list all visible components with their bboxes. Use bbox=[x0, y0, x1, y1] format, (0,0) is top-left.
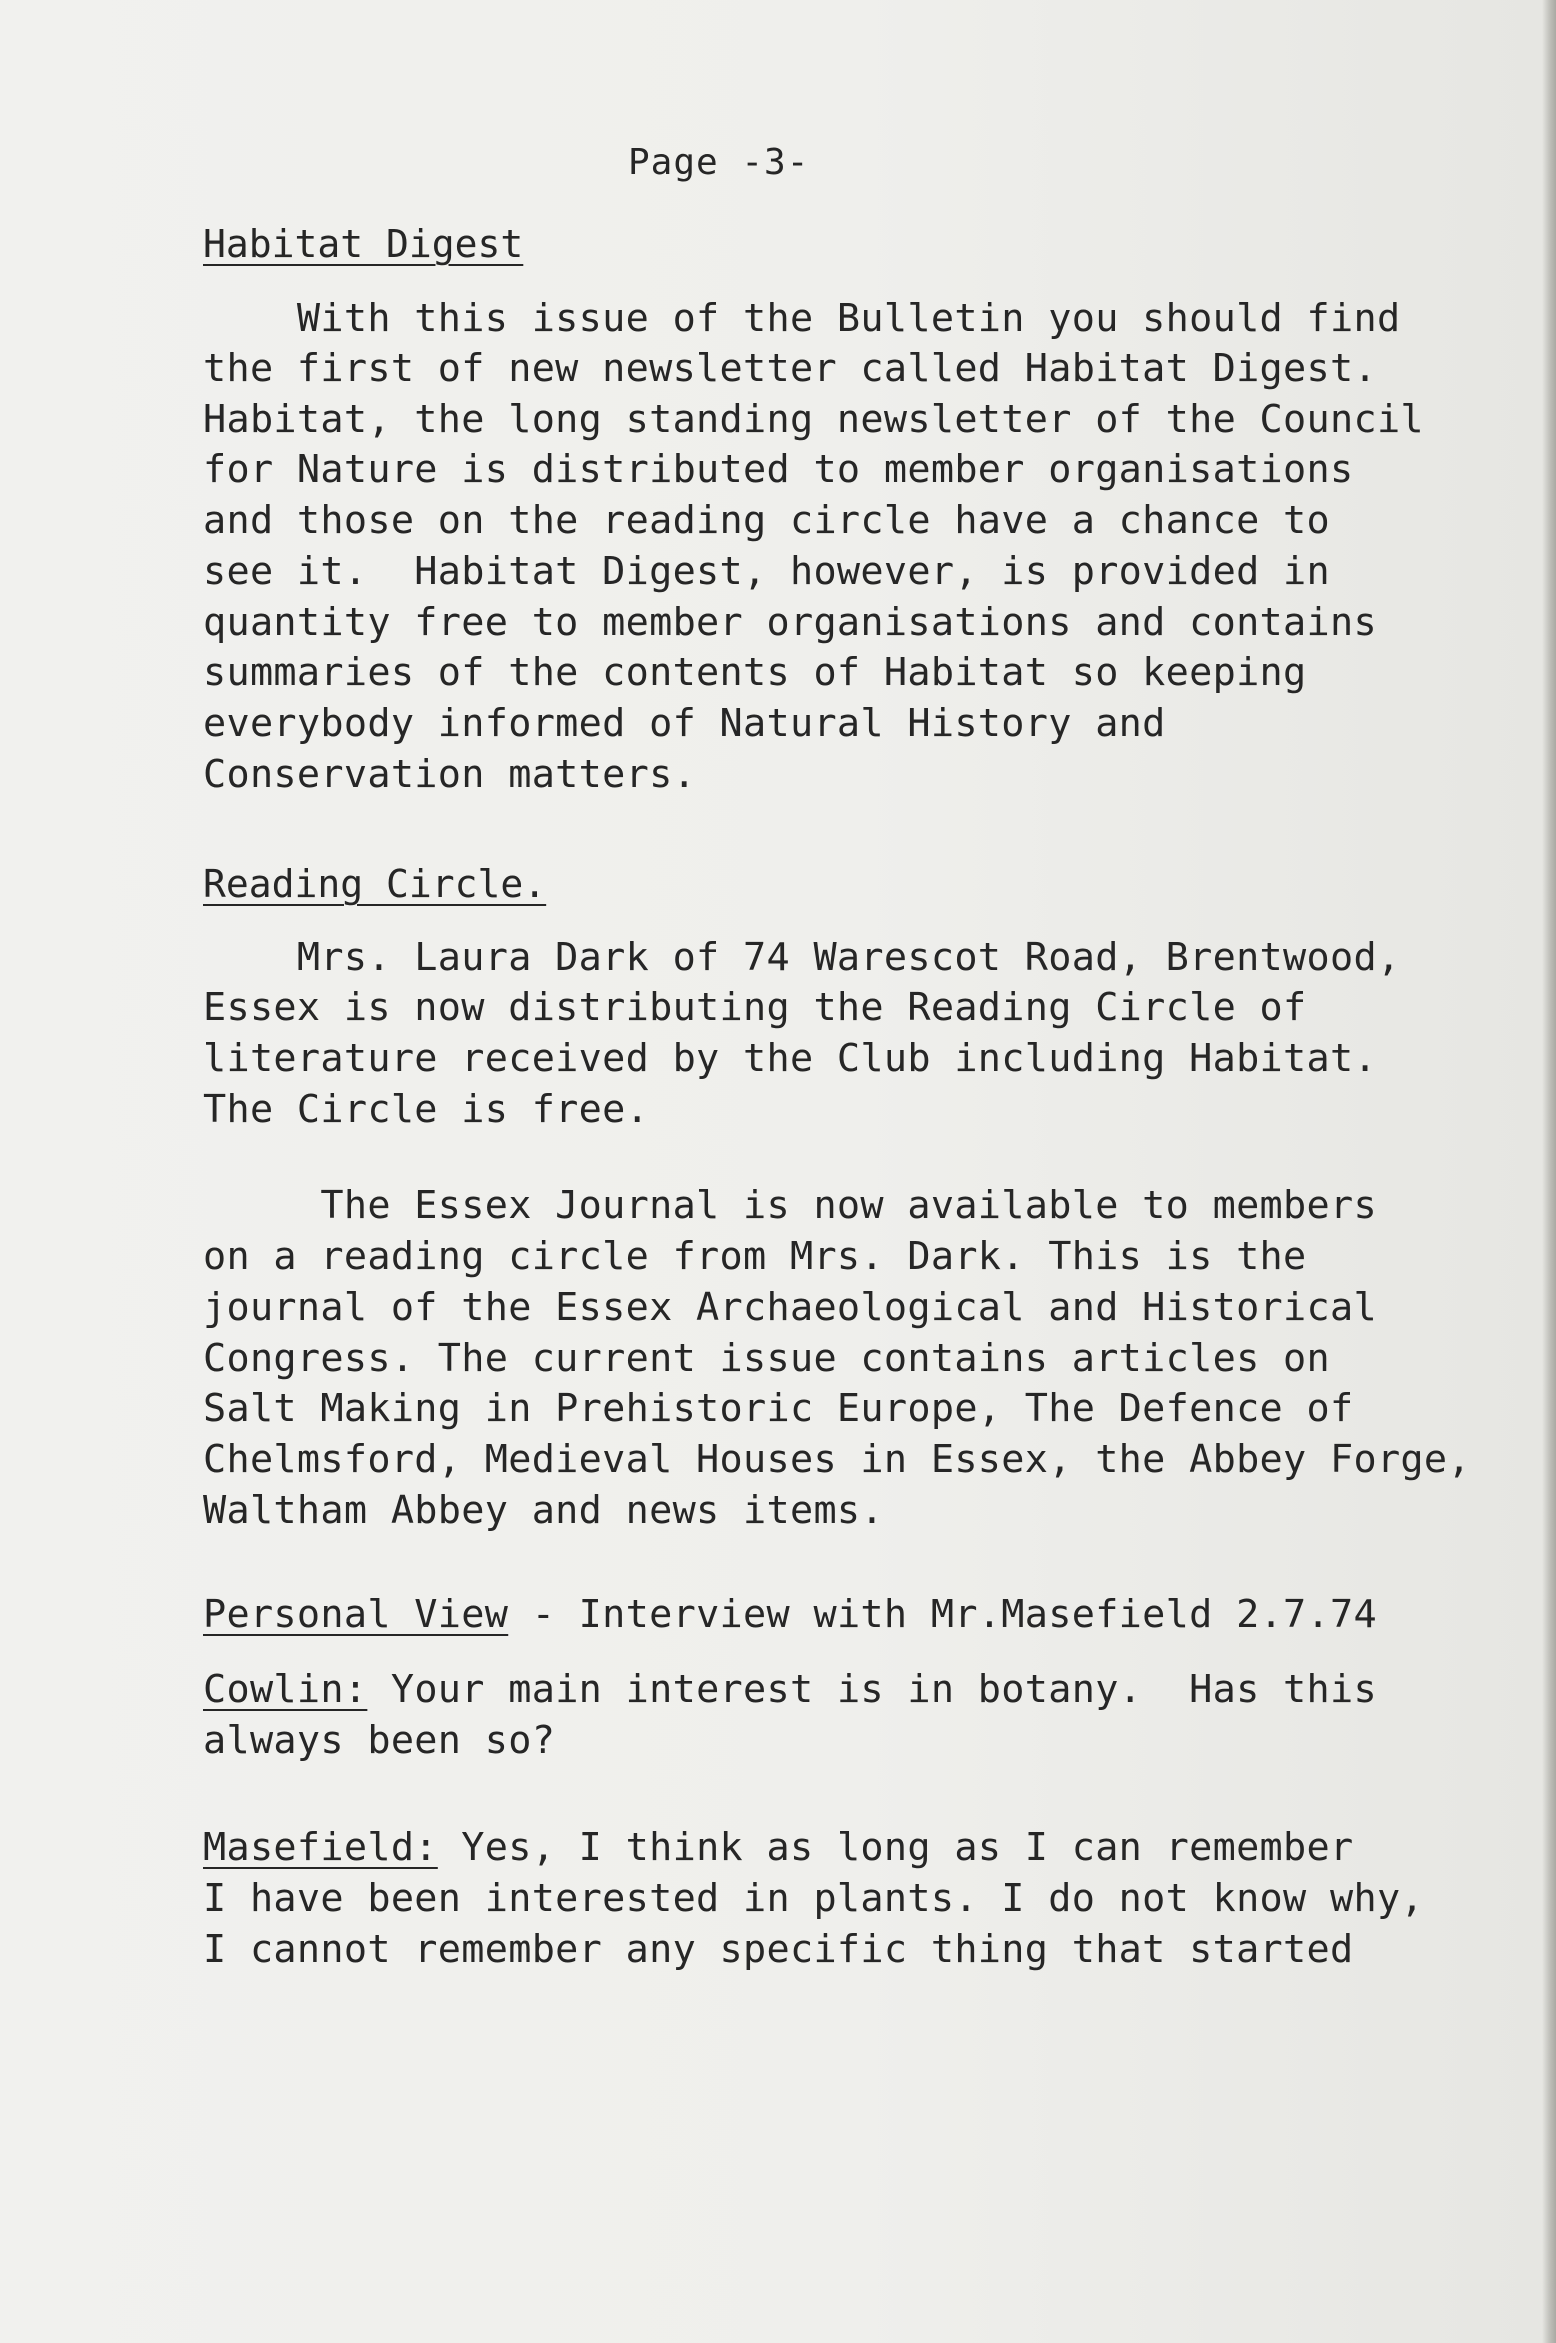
habitat-digest-line: everybody informed of Natural History and bbox=[203, 701, 1166, 746]
essex-journal-line: Salt Making in Prehistoric Europe, The Defence of bbox=[203, 1386, 1354, 1431]
speaker-cowlin: Cowlin: bbox=[203, 1667, 368, 1712]
essex-journal-line: Waltham Abbey and news items. bbox=[203, 1488, 884, 1533]
answer-line: I have been interested in plants. I do not know why, bbox=[203, 1876, 1424, 1921]
essex-journal-line: on a reading circle from Mrs. Dark. This is the bbox=[203, 1234, 1307, 1279]
habitat-digest-line: With this issue of the Bulletin you should find bbox=[203, 296, 1401, 341]
answer-line: I cannot remember any specific thing that started bbox=[203, 1927, 1354, 1972]
personal-view-heading: Personal View bbox=[203, 1592, 509, 1637]
habitat-digest-heading: Habitat Digest bbox=[203, 222, 524, 266]
habitat-digest-line: and those on the reading circle have a chance to bbox=[203, 498, 1330, 543]
interview-subtitle: - Interview with Mr.Masefield 2.7.74 bbox=[508, 1592, 1377, 1637]
essex-journal-line: The Essex Journal is now available to members bbox=[203, 1183, 1377, 1228]
speaker-masefield: Masefield: bbox=[203, 1825, 438, 1870]
personal-view-header bbox=[203, 1592, 1377, 1637]
reading-circle-line: Essex is now distributing the Reading Circle of bbox=[203, 985, 1307, 1030]
reading-circle-heading: Reading Circle. bbox=[203, 862, 547, 906]
question-text: Your main interest is in botany. Has this bbox=[367, 1667, 1377, 1712]
habitat-digest-line: Conservation matters. bbox=[203, 752, 697, 797]
reading-circle-line: The Circle is free. bbox=[203, 1087, 650, 1132]
answer-text: Yes, I think as long as I can remember bbox=[437, 1825, 1354, 1870]
essex-journal-line: Chelmsford, Medieval Houses in Essex, the Abbey Forge, bbox=[203, 1437, 1471, 1482]
habitat-digest-line: summaries of the contents of Habitat so keeping bbox=[203, 650, 1307, 695]
habitat-digest-line: the first of new newsletter called Habitat Digest. bbox=[203, 346, 1377, 391]
essex-journal-line: journal of the Essex Archaeological and Historical bbox=[203, 1285, 1377, 1330]
reading-circle-line: literature received by the Club including Habitat. bbox=[203, 1036, 1377, 1081]
masefield-answer bbox=[203, 1825, 1353, 1870]
habitat-digest-line: Habitat, the long standing newsletter of the Council bbox=[203, 397, 1424, 442]
question-continuation: always been so? bbox=[203, 1718, 556, 1763]
habitat-digest-line: quantity free to member organisations and contains bbox=[203, 600, 1377, 645]
page-edge-shadow bbox=[1542, 0, 1556, 2343]
page-number: Page -3- bbox=[628, 142, 810, 183]
habitat-digest-line: for Nature is distributed to member organisations bbox=[203, 447, 1354, 492]
essex-journal-line: Congress. The current issue contains articles on bbox=[203, 1336, 1330, 1381]
reading-circle-line: Mrs. Laura Dark of 74 Warescot Road, Brentwood, bbox=[203, 935, 1401, 980]
cowlin-question bbox=[203, 1667, 1377, 1712]
habitat-digest-line: see it. Habitat Digest, however, is provided in bbox=[203, 549, 1330, 594]
